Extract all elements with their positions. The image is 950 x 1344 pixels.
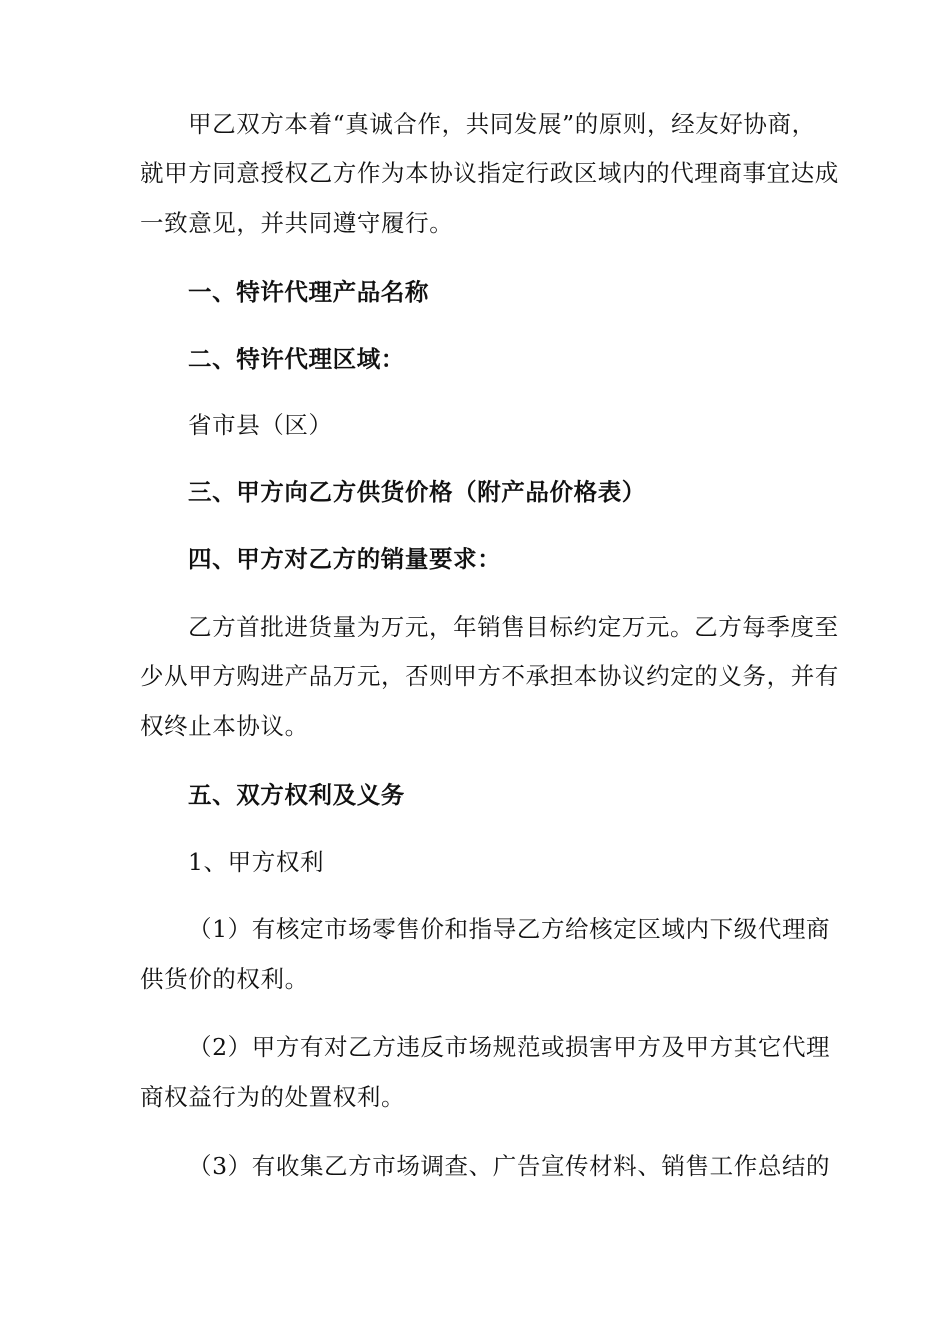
item-2-line-1: （2）甲方有对乙方违反市场规范或损害甲方及甲方其它代理 xyxy=(188,1033,831,1061)
item-1-line-2: 供货价的权利。 xyxy=(140,965,309,993)
item-2-line-2: 商权益行为的处置权利。 xyxy=(140,1083,406,1111)
sales-line-2: 少从甲方购进产品万元，否则甲方不承担本协议约定的义务，并有 xyxy=(140,662,839,690)
section-heading-4: 四、甲方对乙方的销量要求： xyxy=(188,545,502,573)
section-heading-1: 一、特许代理产品名称 xyxy=(188,278,429,306)
section-heading-2: 二、特许代理区域： xyxy=(188,345,405,373)
item-1-line-1: （1）有核定市场零售价和指导乙方给核定区域内下级代理商 xyxy=(188,915,831,943)
section-heading-5: 五、双方权利及义务 xyxy=(188,781,405,809)
intro-line-2: 就甲方同意授权乙方作为本协议指定行政区域内的代理商事宜达成 xyxy=(140,159,839,187)
sales-line-3: 权终止本协议。 xyxy=(140,712,309,740)
subsection-heading-1: 1、甲方权利 xyxy=(188,848,325,876)
intro-line-1: 甲乙双方本着“真诚合作，共同发展”的原则，经友好协商， xyxy=(188,110,816,138)
sales-line-1: 乙方首批进货量为万元，年销售目标约定万元。乙方每季度至 xyxy=(188,613,839,641)
section-heading-3: 三、甲方向乙方供货价格（附产品价格表） xyxy=(188,478,646,506)
region-text: 省市县（区） xyxy=(188,411,333,439)
intro-line-3: 一致意见，并共同遵守履行。 xyxy=(140,209,454,237)
item-3-line-1: （3）有收集乙方市场调查、广告宣传材料、销售工作总结的 xyxy=(188,1152,831,1180)
